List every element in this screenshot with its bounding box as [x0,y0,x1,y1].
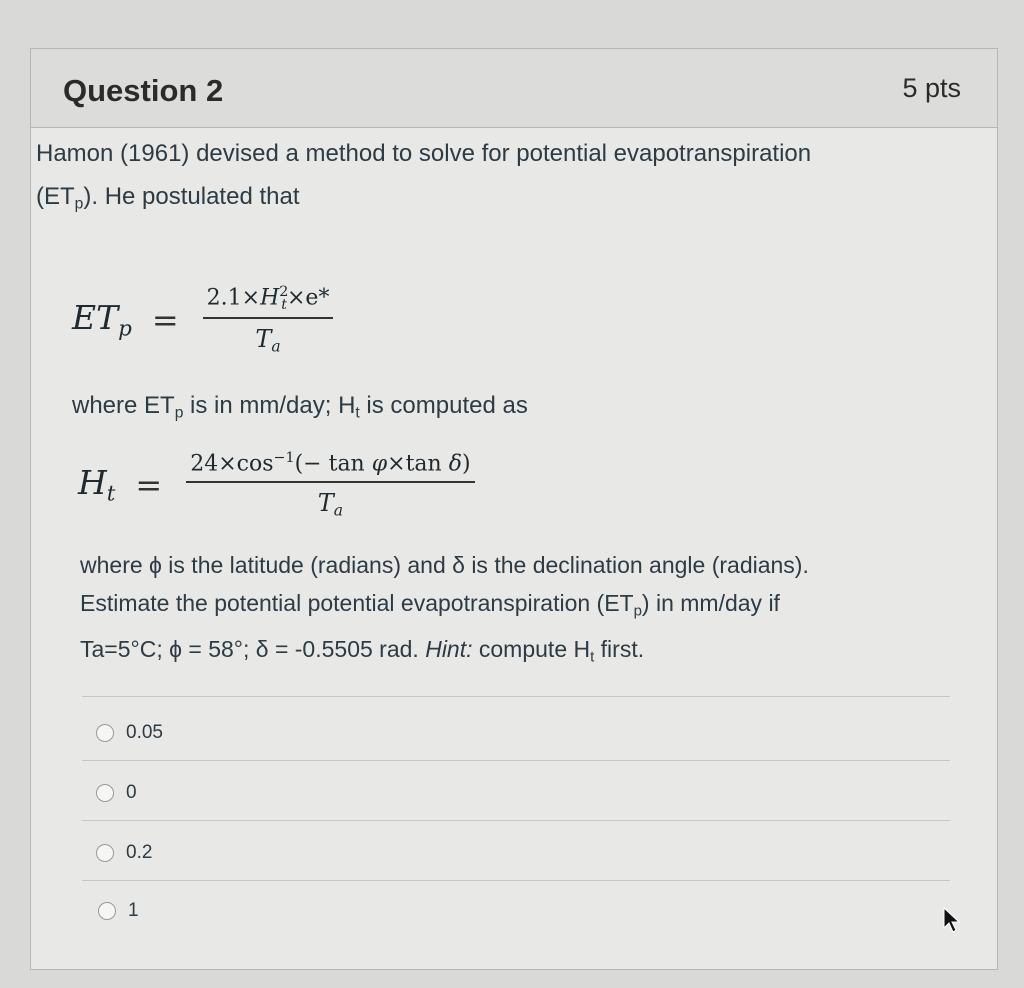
radio-button-icon[interactable] [98,902,116,920]
answer-divider [82,696,950,697]
equals-sign: = [151,300,179,339]
equation-etp-numerator: $2.1\times H^2_t\times e*$ [206,284,330,313]
equation-ht [78,450,475,519]
equation-ht-numerator: $24\times\cos^{-1}(- \tan \varphi\times\tan$ δ) [190,450,471,477]
answer-label: 0.2 [126,842,153,863]
question-points: 5 pts [902,73,961,103]
radio-button-icon[interactable] [96,844,114,862]
question-instructions [80,546,960,677]
answer-option-4[interactable] [98,900,139,922]
answer-label: 0.05 [126,722,163,743]
answer-label: 1 [128,900,139,921]
question-header [31,49,997,128]
mouse-pointer-icon [940,906,962,934]
answer-option-2[interactable] [96,782,137,804]
equation-ht-lhs: $H_t$ [78,462,116,507]
equals-sign: = [135,465,163,504]
radio-button-icon[interactable] [96,724,114,742]
instructions-line-2: Estimate the potential potential evapotranspiration $(ET_p)$ in mm/day if [80,590,780,620]
answer-option-1[interactable] [96,722,163,744]
prompt-line-1: Hamon (1961) devised a method to solve for potential evapotranspiration [36,140,812,167]
instructions-line-3: Ta=5°C; ϕ = 58°; δ = -0.5505 rad. Hint: compute $H_t$ first. [80,636,645,666]
equation-ht-denominator: $T_a$ [317,488,344,520]
equation-etp-denominator: $T_a$ [255,324,281,356]
answer-label: 0 [126,782,137,803]
answer-divider [82,820,950,821]
prompt-line-2: $(ET_p)$. He postulated that [36,183,300,213]
where-line-1: where $ET_p$ is in mm/day; $H_t$ is computed as [72,392,528,422]
equation-etp-lhs: $ET_p$ [72,298,132,342]
answer-option-3[interactable] [96,842,152,864]
answer-divider [82,760,950,761]
instructions-line-1: where ϕ is the latitude (radians) and δ is the declination angle (radians). [80,552,809,578]
equation-etp-fraction [203,284,334,356]
radio-button-icon[interactable] [96,784,114,802]
answer-divider [82,880,950,881]
question-prompt [36,132,916,226]
equation-etp [72,284,333,356]
question-title: Question 2 [63,73,224,108]
equation-ht-fraction [186,450,474,519]
